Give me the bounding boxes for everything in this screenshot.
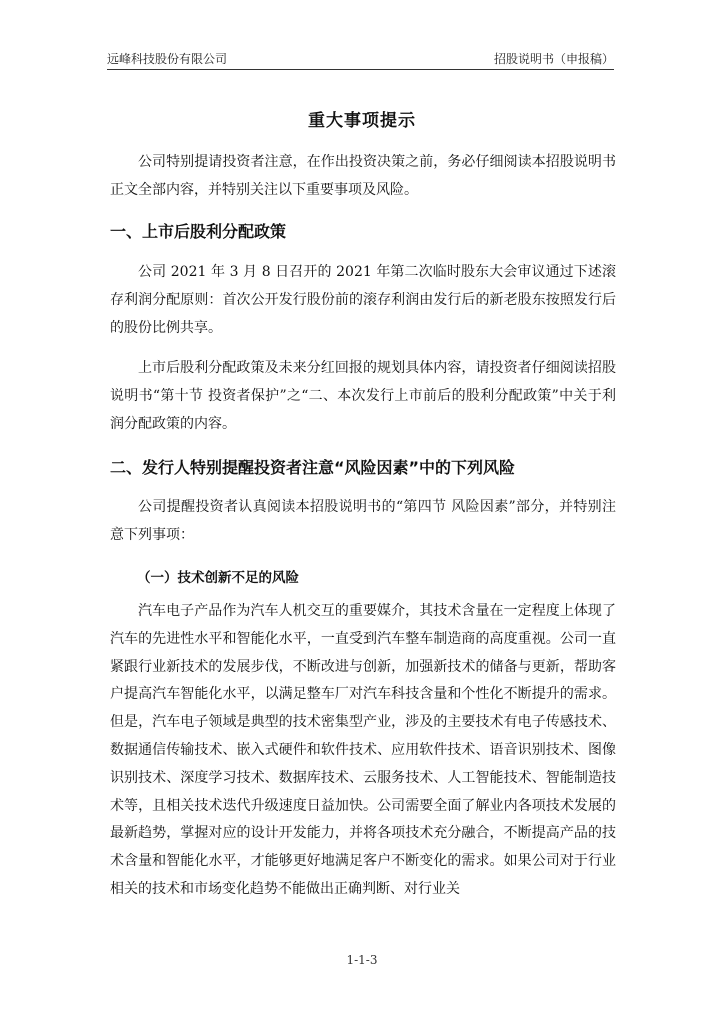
page-header xyxy=(107,50,614,68)
subsection-body xyxy=(110,598,616,904)
section-heading: 二、发行人特别提醒投资者注意“风险因素”中的下列风险 xyxy=(110,458,516,477)
section-1-body-2 xyxy=(110,355,616,438)
paragraph: 公司提醒投资者认真阅读本招股说明书的“第四节 风险因素”部分，并特别注意下列事项： xyxy=(110,499,616,543)
page-number: 1-1-3 xyxy=(346,953,378,967)
paragraph: 公司 2021 年 3 月 8 日召开的 2021 年第二次临时股东大会审议通过下述滚存利润分配原则：首次公开发行股份前的滚存利润由发行后的新老股东按照发行后的股份比例共享。 xyxy=(110,264,616,336)
page-title: 重大事项提示 xyxy=(308,111,416,131)
section-1-body xyxy=(110,259,616,342)
section-1-heading-block xyxy=(110,221,616,243)
header-divider xyxy=(107,69,614,70)
subsection-heading: （一）技术创新不足的风险 xyxy=(137,570,299,586)
header-doc-type: 招股说明书（申报稿） xyxy=(493,52,614,66)
section-2-body xyxy=(110,494,616,550)
section-2-heading-block xyxy=(110,457,616,479)
intro-paragraph: 公司特别提请投资者注意，在作出投资决策之前，务必仔细阅读本招股说明书正文全部内容，并特别关注以下重要事项及风险。 xyxy=(110,154,616,198)
paragraph: 上市后股利分配政策及未来分红回报的规划具体内容，请投资者仔细阅读招股说明书“第十节 投资者保护”之“二、本次发行上市前后的股利分配政策”中关于利润分配政策的内容。 xyxy=(110,360,616,432)
subsection-heading-block xyxy=(110,567,616,589)
paragraph: 汽车电子产品作为汽车人机交互的重要媒介，其技术含量在一定程度上体现了汽车的先进性水平和智能化水平，一直受到汽车整车制造商的高度重视。公司一直紧跟行业新技术的发展步伐，不断改进与创新，加强新技术的储备与更新，帮助客户提高汽车智能化水平，以满足整车厂对汽车科技含量和个性化不断提升的需求。但是，汽车电子领域是典型的技术密集型产业，涉及的主要技术有电子传感技术、数据通信传输技术、嵌入式硬件和软件技术、应用软件技术、语音识别技术、图像识别技术、深度学习技术、数据库技术、云服务技术、人工智能技术、智能制造技术等，且相关技术迭代升级速度日益加快。公司需要全面了解业内各项技术发展的最新趋势，掌握对应的设计开发能力，并将各项技术充分融合，不断提高产品的技术含量和智能化水平，才能够更好地满足客户不断变化的需求。如果公司对于行业相关的技术和市场变化趋势不能做出正确判断、对行业关 xyxy=(110,603,616,897)
section-heading: 一、上市后股利分配政策 xyxy=(110,222,287,241)
intro-block xyxy=(110,149,616,205)
header-company: 远峰科技股份有限公司 xyxy=(107,52,228,66)
